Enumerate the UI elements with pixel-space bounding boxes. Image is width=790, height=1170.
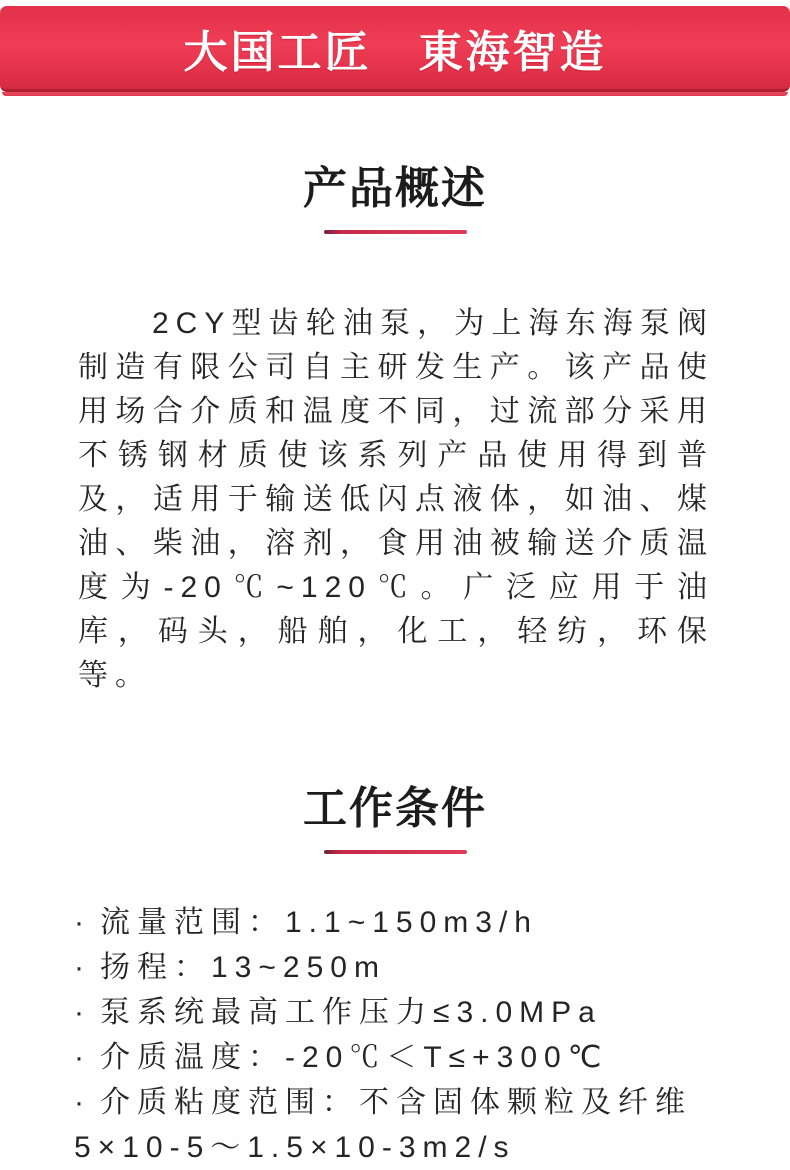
condition-text: 流量范围：1.1~150m3/h xyxy=(100,906,538,939)
overview-title-underline xyxy=(324,230,467,234)
condition-item-flow-range xyxy=(74,900,724,945)
bullet-dot: · xyxy=(74,906,84,939)
conditions-title-underline xyxy=(324,850,467,854)
condition-item-viscosity-value xyxy=(74,1125,724,1170)
brand-banner-bottom-strip xyxy=(2,92,788,96)
condition-text: 介质温度：-20℃＜T≤+300℃ xyxy=(100,1041,609,1074)
conditions-list xyxy=(74,900,724,1170)
section-product-overview xyxy=(0,164,790,698)
condition-text: 扬程：13~250m xyxy=(100,951,386,984)
overview-paragraph: 2CY型齿轮油泵，为上海东海泵阀制造有限公司自主研发生产。该产品使用场合介质和温度不同，过流部分采用不锈钢材质使该系列产品使用得到普及，适用于输送低闪点液体，如油、煤油、柴油，溶剂，食用油被输送介质温度为-20℃~120℃。广泛应用于油库，码头，船舶，化工，轻纺，环保等。 xyxy=(78,307,714,692)
condition-item-max-pressure xyxy=(74,990,724,1035)
condition-item-medium-temperature xyxy=(74,1035,724,1080)
conditions-section-title: 工作条件 xyxy=(303,784,487,833)
condition-text: 5×10-5～1.5×10-3m2/s xyxy=(74,1131,516,1164)
brand-banner-text: 大国工匠 東海智造 xyxy=(183,27,607,77)
condition-item-head xyxy=(74,945,724,990)
bullet-dot: · xyxy=(74,996,84,1029)
condition-item-viscosity-range xyxy=(74,1080,724,1125)
bullet-dot: · xyxy=(74,1086,84,1119)
brand-banner xyxy=(0,6,790,92)
bullet-dot: · xyxy=(74,951,84,984)
bullet-dot: · xyxy=(74,1041,84,1074)
condition-text: 泵系统最高工作压力≤3.0MPa xyxy=(100,996,602,1029)
overview-section-title: 产品概述 xyxy=(303,164,487,213)
product-detail-page xyxy=(0,6,790,1164)
condition-text: 介质粘度范围：不含固体颗粒及纤维 xyxy=(100,1086,692,1119)
section-working-conditions xyxy=(0,784,790,1170)
